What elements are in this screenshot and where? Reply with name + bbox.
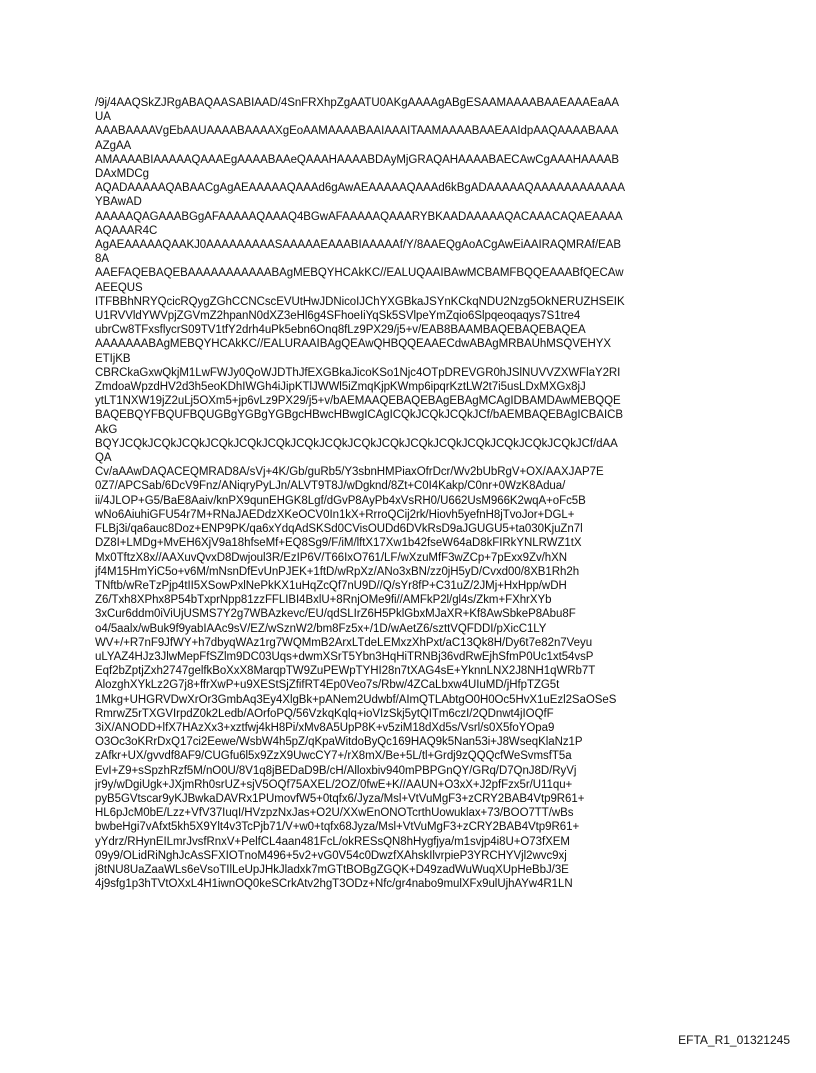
text-line: pyB5GVtscar9yKJBwkaDAVRx1PUmovfW5+0tqfx6/Jyza/Msl+VtVuMgF3+zCRY2BAB4Vtp9R61+ [95,792,585,805]
text-line: RmrwZ5rTXGVIrpdZ0k2Ledb/AOrfoPQ/56VzkqKqlq+ioVIzSkj5ytQITm6czI/2QDnwt4jIOQfF [95,707,554,720]
text-line: AEEQUS [95,281,143,294]
text-line: AAEFAQEBAQEBAAAAAAAAAAABAgMEBQYHCAkKC//EALUQAAIBAwMCBAMFBQQEAAABfQECAw [95,267,624,280]
text-line: 8A [95,253,109,266]
text-line: uLYAZ4HJz3JlwMepFfSZlm9DC03Uqs+dwmXSrT5Ybn3HqHiTRNBj36vdRwEjhSfmP0Uc1xt54vsP [95,650,594,663]
text-line: DAxMDCg [95,168,149,181]
text-line: jr9y/wDgiUgk+JXjmRh0srUZ+sjV5OQf75AXEL/2OZ/0fwE+K//AAUN+O3xX+J2pfFzx5r/U11qu+ [95,778,573,791]
text-line: TNftb/wReTzPjp4tII5XSowPxlNePkKX1uHqZcQf7nU9D//Q/sYr8fP+C31uZ/2JMj+HxHpp/wDH [95,579,567,592]
text-line: Mx0TftzX8x//AAXuvQvxD8Dwjoul3R/EzIP6V/T66IxO761/LF/wXzuMfF3wZCp+7pExx9Zv/hXN [95,551,568,564]
text-line: O3Oc3oKRrDxQ17ci2Eewe/WsbW4h5pZ/qKpaWitdoByQc169HAQ9k5Nan53i+J8WseqKlaNz1P [95,736,583,749]
text-line: zAfkr+UX/gvvdf8AF9/CUGfu6l5x9ZzX9UwcCY7+/rX8mX/Be+5L/tl+Grdj9zQQQcfWeSvmsfT5a [95,750,572,763]
text-line: BAQEBQYFBQUFBQUGBgYGBgYGBgcHBwcHBwgICAgICQkJCQkJCQkJCf/bAEMBAQEBAgICBAICB [95,409,624,422]
text-line: ETIjKB [95,352,131,365]
text-line: DZ8I+LMDg+MvEH6XjV9a18hfseMf+EQ8Sg9/F/iM/lftX17Xw1b42fseW64aD8kFIRkYNLRWZ1tX [95,537,582,550]
text-line: AlozghXYkLz2G7j8+ffrXwP+u9XEStSjZfifRT4Ep0Veo7s/Rbw/4ZCaLbxw4UIuMD/jHfpTZG5t [95,679,560,692]
text-line: j8tNU8UaZaaWLs6eVsoTIlLeUpJHkJladxk7mGTtBOBgZGQK+D49zadWuWuqXUpHeBbJ/3E [95,863,569,876]
text-line: 0Z7/APCSab/6DcV9Fnz/ANiqryPyLJn/ALVT9T8J/wDgknd/8Zt+C0I4Kakp/C0nr+0WzK8Adua/ [95,480,566,493]
text-line: 4j9sfg1p3hTVtOXxL4H1iwnOQ0keSCrkAtv2hgT3ODz+Nfc/gr4nabo9mulXFx9ulUjhAYw4R1LN [95,878,573,891]
text-line: AAAAAQAGAAABGgAFAAAAAQAAAQ4BGwAFAAAAAQAAARYBKAADAAAAAQACAAACAQAEAAAA [95,210,623,223]
text-line: AZgAA [95,139,132,152]
text-line: ytLT1NXW19jZ2uLj5OXm5+jp6vLz9PX29/j5+v/bAEMAAQEBAQEBAgEBAgMCAgIDBAMDAwMEBQQE [95,395,621,408]
text-line: wNo6AiuhiGFU54r7M+RNaJAEDdzXKeOCV0In1kX+RrroQCij2rk/Hiovh5yefnH8jTvoJor+DGL+ [95,508,575,521]
text-line: AAABAAAAVgEbAAUAAAABAAAAXgEoAAMAAAABAAIAAAITAAMAAAABAAEAAIdpAAQAAAABAAA [95,125,619,138]
text-line: AkG [95,423,118,436]
text-line: ubrCw8TFxsflycrS09TV1tfY2drh4uPk5ebn6Onq8fLz9PX29/j5+v/EAB8BAAMBAQEBAQEBAQEA [95,324,586,337]
text-line: bwbeHgi7vAfxt5kh5X9Ylt4v3TcPjb71/V+w0+tqfx68Jyza/Msl+VtVuMgF3+zCRY2BAB4Vtp9R61+ [95,821,580,834]
text-line: 09y9/OLidRiNghJcAsSFXIOTnoM496+5v2+vG0V54c0DwzfXAhskIlvrpieP3YRCHYVjl2wvc9xj [95,849,567,862]
text-line: HL6pJcM0bE/Lzz+VfV37IuqI/HVzpzNxJas+O2U/XXwEnONOTcrthUowuklax+73/BOO7TT/wBs [95,807,574,820]
text-line: 3xCur6ddm0iViUjUSMS7Y2g7WBAzkevc/EU/qdSLIrZ6H5PklGbxMJaXR+Kf8AwSbkeP8Abu8F [95,608,576,621]
text-line: /9j/4AAQSkZJRgABAQAASABIAAD/4SnFRXhpZgAATU0AKgAAAAgABgESAAMAAAABAAEAAAEaAA [95,97,620,109]
document-body [95,96,735,891]
document-id-label: EFTA_R1_01321245 [678,1033,790,1047]
text-line: 3iX/ANODD+lfX7HAzXx3+xztfwj4kH8Pi/xMv8A5UpP8K+v5ziM18dXd5s/Vsrl/s0X5foYOpa9 [95,721,555,734]
text-line: yYdrz/RHynEILmrJvsfRnxV+PelfCL4aan481FcL/okRESsQN8hHygfjya/m1svjp4i8U+O73fXEM [95,835,570,848]
text-line: AAAAAAABAgMEBQYHCAkKC//EALURAAIBAgQEAwQHBQQEAAECdwABAgMRBAUhMSQVEHYX [95,338,611,351]
text-line: FLBj3i/qa6auc8Doz+ENP9PK/qa6xYdqAdSKSd0CVisOUDd6DVkRsD9aJGUGU5+ta030KjuZn7l [95,523,583,536]
text-line: UA [95,111,111,124]
text-line: Z6/Txh8XPhx8P54bTxprNpp81zzFFLIBI4BxlU+8RnjOMe9fi//AMFkP2l/gl4s/Zkm+FXhrXYb [95,594,552,607]
text-line: U1RVVldYWVpjZGVmZ2hpanN0dXZ3eHl6g4SFhoeIiYqSk5SVlpeYmZqio6Slpqeoqaqys7S1tre4 [95,310,581,323]
text-line: AgAEAAAAAQAAKJ0AAAAAAAAASAAAAAEAAABIAAAAAf/Y/8AAEQgAoACgAwEiAAIRAQMRAf/EAB [95,239,621,252]
text-line: jf4M15HmYiC5o+v6M/mNsnDfEvUnPJEK+1ftD/wRpXz/ANo3xBN/zz0jH5yD/Cvxd00/8XB1Rh2h [95,565,580,578]
text-line: ITFBBhNRYQcicRQygZGhCCNCscEVUtHwJDNicoIJChYXGBkaJSYnKCkqNDU2Nzg5OkNERUZHSEIK [95,295,625,308]
text-line: Cv/aAAwDAQACEQMRAD8A/sVj+4K/Gb/guRb5/Y3sbnHMPiaxOfrDcr/Wv2bUbRgV+OX/AAXJAP7E [95,466,604,479]
text-line: AMAAAABIAAAAAQAAAEgAAAABAAeQAAAHAAAABDAyMjGRAQAHAAAABAECAwCgAAAHAAAAB [95,153,620,166]
text-line: 1Mkg+UHGRVDwXrOr3GmbAq3Ey4XlgBk+pANem2Udwbf/AImQTLAbtgO0H0Oc5HvX1uEzl2SaOSeS [95,693,617,706]
text-line: o4/5aalx/wBuk9f9yabIAAc9sV/EZ/wSznW2/bm8Fz5x+/1D/wAetZ6/szttVQFDDI/pXicC1LY [95,622,547,635]
text-line: ZmdoaWpzdHV2d3h5eoKDhIWGh4iJipKTlJWWl5iZmqKjpKWmp6ipqrKztLW2t7i5usLDxMXGx8jJ [95,381,586,394]
text-line: YBAwAD [95,196,142,209]
text-line: QA [95,452,112,465]
text-line: BQYJCQkJCQkJCQkJCQkJCQkJCQkJCQkJCQkJCQkJCQkJCQkJCQkJCQkJCQkJCQkJCQkJCf/dAA [95,437,618,450]
text-line: ii/4JLOP+G5/BaE8Aaiv/knPX9qunEHGK8Lgf/dGvP8AyPb4xVsRH0/U662UsM966K2wqA+oFc5B [95,494,586,507]
text-line: AQADAAAAAQABAACgAgAEAAAAAQAAAd6gAwAEAAAAAQAAAd6kBgADAAAAAQAAAAAAAAAAAA [95,182,626,195]
text-line: WV+/+R7nF9JfWY+h7dbyqWAz1rg7WQMmB2ArxLTdeLEMxzXhPxt/aC13Qk8H/Dy6t7e82n7Veyu [95,636,593,649]
text-line: Eqf2bZptjZxh2747gelfkBoXxX8MarqpTW9ZuPEWpTYHI28n7tXAG4sE+YknnLNX2J8NH1qWRb7T [95,665,596,678]
text-line: AQAAAR4C [95,224,158,237]
text-line: EvI+Z9+sSpzhRzf5M/nO0U/8V1q8jBEDaD9B/cH/Alloxbiv940mPBPGnQY/GRq/D7QnJ8D/RyVj [95,764,577,777]
text-line: CBRCkaGxwQkjM1LwFWJy0QoWJDThJfEXGBkaJicoKSo1Njc4OTpDREVGR0hJSlNUVVZXWFlaY2RI [95,366,621,379]
